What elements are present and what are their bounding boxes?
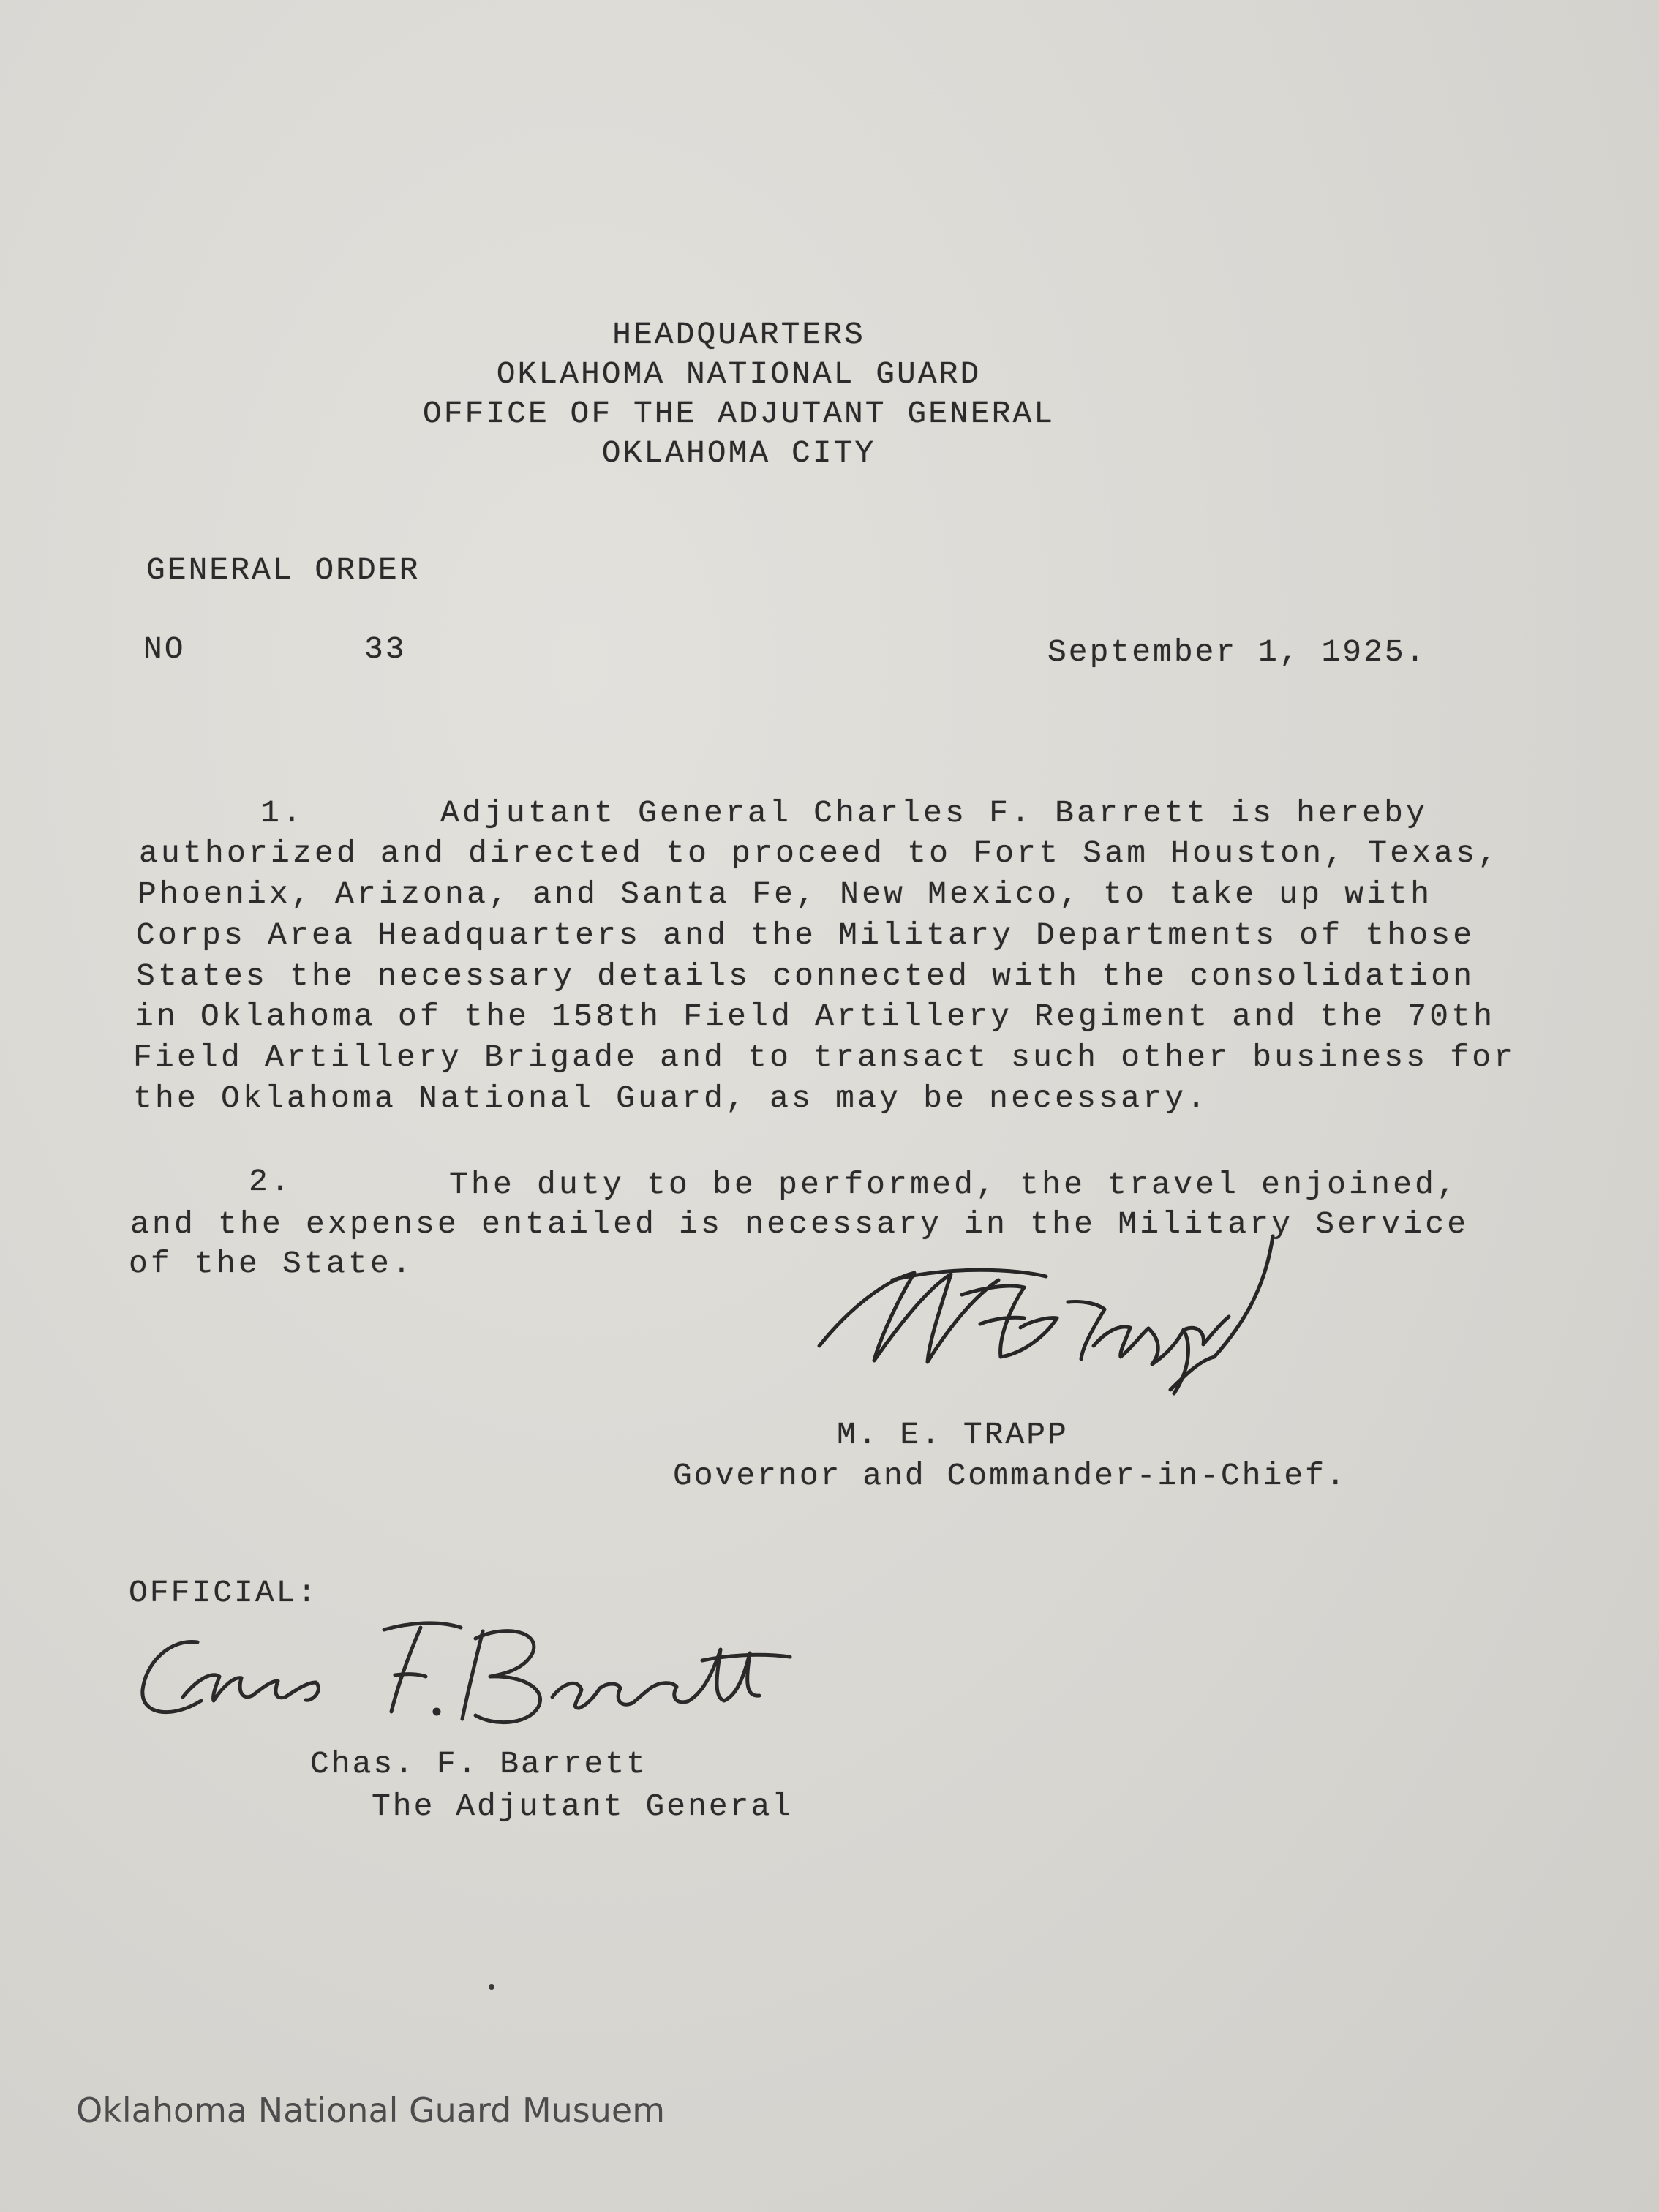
paragraph-1-number: 1. — [260, 795, 305, 831]
ink-dot — [489, 1984, 494, 1990]
header-headquarters: HEADQUARTERS — [612, 317, 865, 353]
governor-title: Governor and Commander-in-Chief. — [673, 1458, 1347, 1494]
general-order-label: GENERAL ORDER — [146, 552, 421, 588]
paragraph-1-line: authorized and directed to proceed to Fort Sam Houston, Texas, — [139, 835, 1500, 871]
governor-name: M. E. TRAPP — [837, 1417, 1069, 1453]
paragraph-1-line: Phoenix, Arizona, and Santa Fe, New Mexico, to take up with — [138, 876, 1433, 912]
adjutant-title: The Adjutant General — [372, 1788, 794, 1824]
governor-signature — [805, 1236, 1287, 1412]
paragraph-2-line: and the expense entailed is necessary in the Military Service — [130, 1206, 1470, 1242]
header-office: OFFICE OF THE ADJUTANT GENERAL — [422, 396, 1056, 432]
adjutant-signature — [132, 1609, 849, 1741]
paragraph-2-line: The duty to be performed, the travel enjoined, — [449, 1167, 1459, 1203]
paragraph-1-line: Field Artillery Brigade and to transact such other business for — [133, 1039, 1516, 1075]
paragraph-1-line: Corps Area Headquarters and the Military Departments of those — [136, 917, 1475, 953]
adjutant-name: Chas. F. Barrett — [310, 1746, 647, 1782]
header-organization: OKLAHOMA NATIONAL GUARD — [496, 356, 982, 392]
order-number: 33 — [364, 631, 407, 667]
paragraph-2-line: of the State. — [129, 1246, 415, 1282]
paragraph-1-line: in Oklahoma of the 158th Field Artillery Regiment and the 70th — [135, 998, 1496, 1034]
paragraph-1-line: the Oklahoma National Guard, as may be necessary. — [133, 1080, 1209, 1116]
paragraph-1-line: Adjutant General Charles F. Barrett is hereby — [440, 795, 1429, 831]
museum-watermark: Oklahoma National Guard Musuem — [76, 2091, 666, 2130]
paragraph-2-number: 2. — [249, 1164, 293, 1200]
order-number-label: NO — [143, 631, 186, 667]
order-date: September 1, 1925. — [1047, 634, 1427, 670]
paragraph-1-line: States the necessary details connected with the consolidation — [136, 958, 1475, 994]
header-city: OKLAHOMA CITY — [601, 435, 876, 471]
official-label: OFFICIAL: — [129, 1575, 319, 1611]
